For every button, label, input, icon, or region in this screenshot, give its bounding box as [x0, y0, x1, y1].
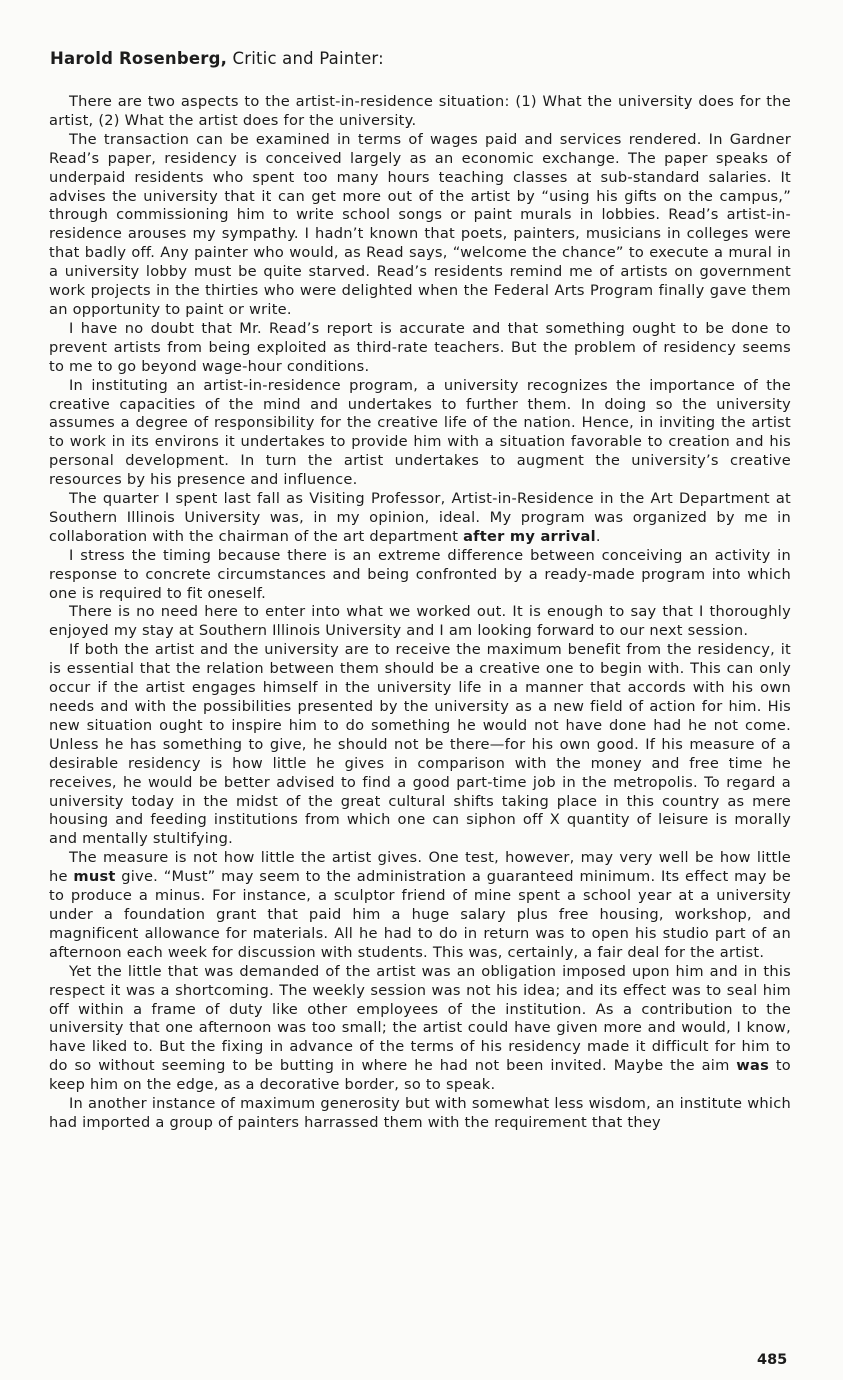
paragraph: Yet the little that was demanded of the artist was an obligation imposed upon him and in this respect it was a shortcoming. The weekly session was not his idea; and its effect was to seal him off within a frame of duty like other employees of the institution. As a contribution to the university that one afternoon was too small; the artist could have given more and would, I know, have liked to. But the fixing in advance of the terms of his residency made it difficult for him to do so without seeming to be butting in where he had not been invited. Maybe the aim was to keep him on the edge, as a decorative border, so to speak. [49, 962, 791, 1094]
author-role: Critic and Painter: [232, 49, 384, 68]
paragraph: The measure is not how little the artist gives. One test, however, may very well be how little he must give. “Must” may seem to the administration a guaranteed minimum. Its effect may be to produce a minus. For instance, a sculptor friend of mine spent a school year at a university under a foundation grant that paid him a huge salary plus free housing, workshop, and magnificent allowance for materials. All he had to do in return was to open his studio part of an afternoon each week for discussion with students. This was, certainly, a fair deal for the artist. [49, 849, 791, 961]
paragraph: If both the artist and the university are to receive the maximum benefit from the residency, it is essential that the relation between them should be a creative one to begin with. This can only occur if the artist engages himself in the university life in a manner that accords with his own needs and with the possibilities presented by the university as a new field of action for him. His new situation ought to inspire him to do something he would not have done had he not come. Unless he has something to give, he should not be there—for his own good. If his measure of a desirable residency is how little he gives in comparison with the money and free time he receives, he would be better advised to find a good part-time job in the metropolis. To regard a university today in the midst of the great cultural shifts taking place in this country as mere housing and feeding institutions from which one can siphon off X quantity of leisure is morally and mentally stultifying. [49, 641, 791, 848]
emphasis: was [736, 1057, 770, 1075]
paragraph: I stress the timing because there is an extreme difference between conceiving an activity in response to concrete circumstances and being confronted by a ready-made program into which one is required to fit oneself. [49, 546, 791, 602]
page-number: 485 [757, 1352, 788, 1368]
paragraph: There is no need here to enter into what we worked out. It is enough to say that I thoroughly enjoyed my stay at Southern Illinois University and I am looking forward to our next session. [49, 603, 791, 640]
emphasis: after my arrival [463, 527, 596, 545]
page-heading [50, 49, 384, 68]
body-text [49, 93, 791, 1133]
paragraph: The transaction can be examined in terms of wages paid and services rendered. In Gardner Read’s paper, residency is conceived largely as an economic exchange. The paper speaks of underpaid residents who spent too many hours teaching classes at sub-standard salaries. It advises the university that it can get more out of the artist by “using his gifts on the campus,” through commissioning him to write school songs or paint murals in lobbies. Read’s artist-in-residence arouses my sympathy. I hadn’t known that poets, painters, musicians in colleges were that badly off. Any painter who would, as Read says, “welcome the chance” to execute a mural in a university lobby must be quite starved. Read’s residents remind me of artists on government work projects in the thirties who were delighted when the Federal Arts Program finally gave them an opportunity to paint or write. [49, 130, 791, 318]
paragraph: I have no doubt that Mr. Read’s report is accurate and that something ought to be done to prevent artists from being exploited as third-rate teachers. But the problem of residency seems to me to go beyond wage-hour conditions. [49, 319, 791, 375]
paragraph: There are two aspects to the artist-in-residence situation: (1) What the university does for the artist, (2) What the artist does for the university. [49, 93, 791, 129]
author-name: Harold Rosenberg, [50, 49, 228, 68]
paragraph: In instituting an artist-in-residence program, a university recognizes the importance of the creative capacities of the mind and undertakes to further them. In doing so the university assumes a degree of responsibility for the creative life of the nation. Hence, in inviting the artist to work in its environs it undertakes to provide him with a situation favorable to creation and his personal development. In turn the artist undertakes to augment the university’s creative resources by his presence and influence. [49, 376, 791, 489]
paragraph: In another instance of maximum generosity but with somewhat less wisdom, an institute which had imported a group of painters harrassed them with the requirement that they [49, 1095, 791, 1131]
emphasis: must [73, 868, 116, 886]
paragraph: The quarter I spent last fall as Visiting Professor, Artist-in-Residence in the Art Department at Southern Illinois University was, in my opinion, ideal. My program was organized by me in collaboration with the chairman of the art department after my arrival. [49, 490, 791, 545]
